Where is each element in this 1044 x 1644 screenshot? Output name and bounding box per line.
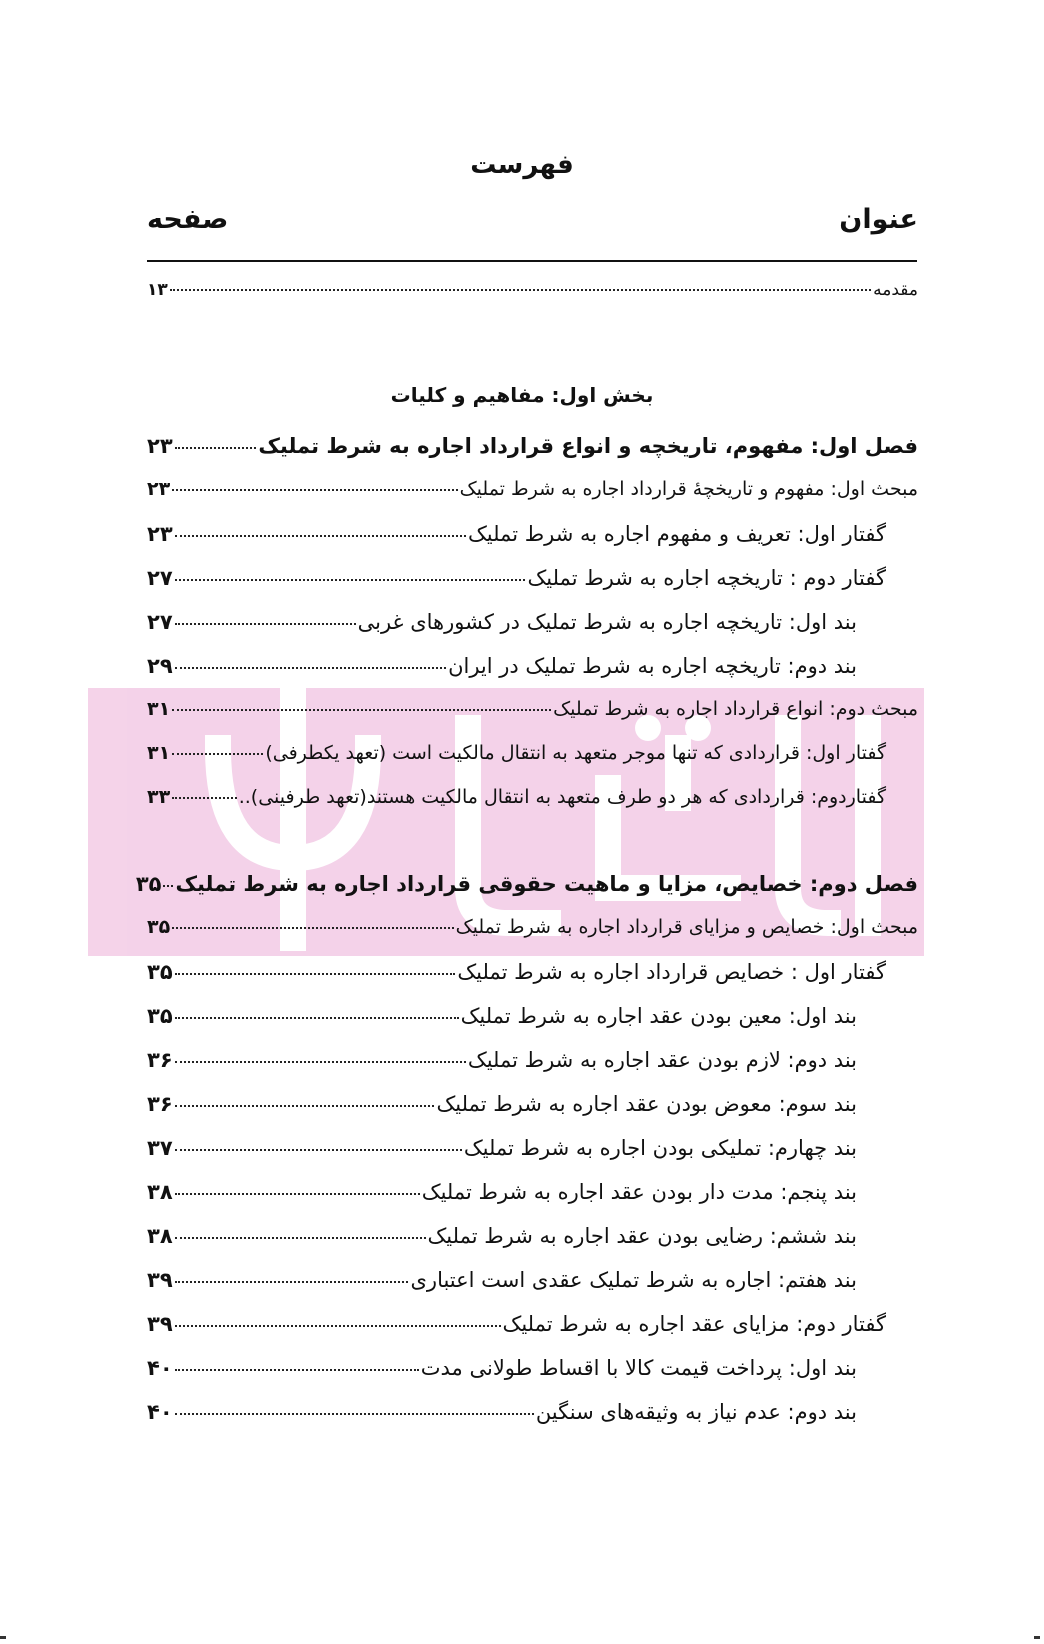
leader-dots xyxy=(172,488,457,491)
leader-dots xyxy=(172,708,551,711)
toc-entry[interactable] xyxy=(147,1136,857,1166)
toc-entry[interactable] xyxy=(147,654,857,684)
toc-entry[interactable] xyxy=(147,742,886,772)
leader-dots xyxy=(175,1280,409,1283)
leader-dots xyxy=(175,622,356,625)
leader-dots xyxy=(175,1236,426,1239)
part-heading: بخش اول: مفاهیم و کلیات xyxy=(390,383,654,407)
entry-title: مقدمه xyxy=(873,280,918,300)
entry-page: ۳۵ xyxy=(147,916,171,938)
toc-entry[interactable] xyxy=(147,786,886,816)
leader-dots xyxy=(175,534,466,537)
entry-title: گفتار اول : خصایص قرارداد اجاره به شرط تملیک xyxy=(457,960,886,984)
toc-entry[interactable] xyxy=(147,1004,857,1034)
toc-entry[interactable] xyxy=(147,1048,857,1078)
leader-dots xyxy=(172,926,453,929)
entry-title: بند سوم: معوض بودن عقد اجاره به شرط تملیک xyxy=(436,1092,857,1116)
entry-page: ۳۶ xyxy=(147,1092,173,1116)
entry-page: ۴۰ xyxy=(147,1400,173,1424)
toc-entry[interactable] xyxy=(147,1312,886,1342)
leader-dots xyxy=(175,1060,466,1063)
entry-title: گفتار اول: تعریف و مفهوم اجاره به شرط تملیک xyxy=(467,522,886,546)
entry-page: ۳۵ xyxy=(147,960,173,984)
entry-title: بند پنجم: مدت دار بودن عقد اجاره به شرط تملیک xyxy=(421,1180,857,1204)
entry-title: مبحث دوم: انواع قرارداد اجاره به شرط تملیک xyxy=(553,698,918,720)
leader-dots xyxy=(175,1192,420,1195)
column-header-title: عنوان xyxy=(839,204,918,235)
toc-title: فهرست xyxy=(470,150,574,180)
toc-entry[interactable] xyxy=(147,960,886,990)
entry-title: بند اول: معین بودن عقد اجاره به شرط تملیک xyxy=(460,1004,857,1028)
entry-page: ۲۷ xyxy=(147,566,173,590)
toc-entry[interactable] xyxy=(147,610,857,640)
entry-title: بند اول: تاریخچه اجاره به شرط تملیک در کشورهای غربی xyxy=(357,610,857,634)
column-header-page: صفحه xyxy=(147,204,229,235)
entry-page: ۳۶ xyxy=(147,1048,173,1072)
scan-mark xyxy=(0,1636,6,1639)
leader-dots xyxy=(172,752,263,755)
entry-page: ۳۸ xyxy=(147,1180,173,1204)
leader-dots xyxy=(175,446,257,449)
entry-title: فصل دوم: خصایص، مزایا و ماهیت حقوقی قرارداد اجاره به شرط تملیک xyxy=(175,872,918,896)
entry-page: ۳۵ xyxy=(147,1004,173,1028)
entry-title: بند دوم: لازم بودن عقد اجاره به شرط تملیک xyxy=(467,1048,857,1072)
entry-title: فصل اول: مفهوم، تاریخچه و انواع قرارداد اجاره به شرط تملیک xyxy=(258,434,918,458)
entry-title: گفتار دوم: مزایای عقد اجاره به شرط تملیک xyxy=(502,1312,886,1336)
entry-page: ۳۱ xyxy=(147,698,171,720)
toc-entry[interactable] xyxy=(147,566,886,596)
entry-title: گفتار اول: قراردادی که تنها موجر متعهد به انتقال مالکیت است (تعهد یکطرفی) xyxy=(265,742,886,764)
entry-page: ۲۳ xyxy=(147,522,173,546)
toc-entry[interactable] xyxy=(147,1400,857,1430)
entry-page: ۲۷ xyxy=(147,610,173,634)
leader-dots xyxy=(175,1148,462,1151)
leader-dots xyxy=(175,1016,459,1019)
entry-page: ۳۸ xyxy=(147,1224,173,1248)
leader-dots xyxy=(175,666,446,669)
leader-dots xyxy=(175,1104,435,1107)
entry-page: ۲۹ xyxy=(147,654,173,678)
leader-dots xyxy=(170,288,871,291)
entry-title: گفتار دوم : تاریخچه اجاره به شرط تملیک xyxy=(527,566,886,590)
leader-dots xyxy=(175,972,456,975)
leader-dots xyxy=(175,1412,534,1415)
entry-title: بند دوم: تاریخچه اجاره به شرط تملیک در ایران xyxy=(448,654,857,678)
entry-page: ۳۵ xyxy=(135,872,162,896)
toc-entry[interactable] xyxy=(147,280,918,310)
toc-entry[interactable] xyxy=(147,522,886,552)
leader-dots xyxy=(175,1324,501,1327)
toc-entry[interactable] xyxy=(147,1092,857,1122)
entry-title: بند اول: پرداخت قیمت کالا با اقساط طولانی مدت xyxy=(420,1356,857,1380)
leader-dots xyxy=(172,796,237,799)
toc-entry[interactable] xyxy=(147,1268,857,1298)
toc-entry[interactable] xyxy=(147,1224,857,1254)
leader-dots xyxy=(175,1368,419,1371)
entry-title: بند دوم: عدم نیاز به وثیقه‌های سنگین xyxy=(535,1400,857,1424)
toc-entry[interactable] xyxy=(147,434,918,464)
toc-entry[interactable] xyxy=(147,1180,857,1210)
entry-title: بند ششم: رضایی بودن عقد اجاره به شرط تملیک xyxy=(427,1224,857,1248)
entry-title: مبحث اول: خصایص و مزایای قرارداد اجاره به شرط تملیک xyxy=(455,916,918,938)
leader-dots xyxy=(175,578,526,581)
header-rule xyxy=(147,260,917,262)
entry-title: گفتاردوم: قراردادی که هر دو طرف متعهد به انتقال مالکیت هستند(تعهد طرفینی).. xyxy=(238,786,886,808)
toc-entry[interactable] xyxy=(147,478,918,508)
entry-title: مبحث اول: مفهوم و تاریخچهٔ قرارداد اجاره به شرط تملیک xyxy=(459,478,918,500)
toc-entry[interactable] xyxy=(147,916,918,946)
entry-title: بند چهارم: تملیکی بودن اجاره به شرط تملیک xyxy=(463,1136,857,1160)
entry-page: ۳۱ xyxy=(147,742,171,764)
toc-entry[interactable] xyxy=(135,872,918,902)
entry-page: ۴۰ xyxy=(147,1356,173,1380)
entry-page: ۳۹ xyxy=(147,1268,173,1292)
entry-page: ۲۳ xyxy=(147,434,173,458)
toc-entry[interactable] xyxy=(147,1356,857,1386)
entry-title: بند هفتم: اجاره به شرط تملیک عقدی است اعتباری xyxy=(410,1268,857,1292)
entry-page: ۳۷ xyxy=(147,1136,173,1160)
entry-page: ۳۹ xyxy=(147,1312,173,1336)
entry-page: ۱۳ xyxy=(147,280,168,300)
toc-entry[interactable] xyxy=(147,698,918,728)
leader-dots xyxy=(163,884,173,887)
scan-mark xyxy=(1034,1636,1040,1639)
entry-page: ۳۳ xyxy=(147,786,171,808)
entry-page: ۲۳ xyxy=(147,478,171,500)
